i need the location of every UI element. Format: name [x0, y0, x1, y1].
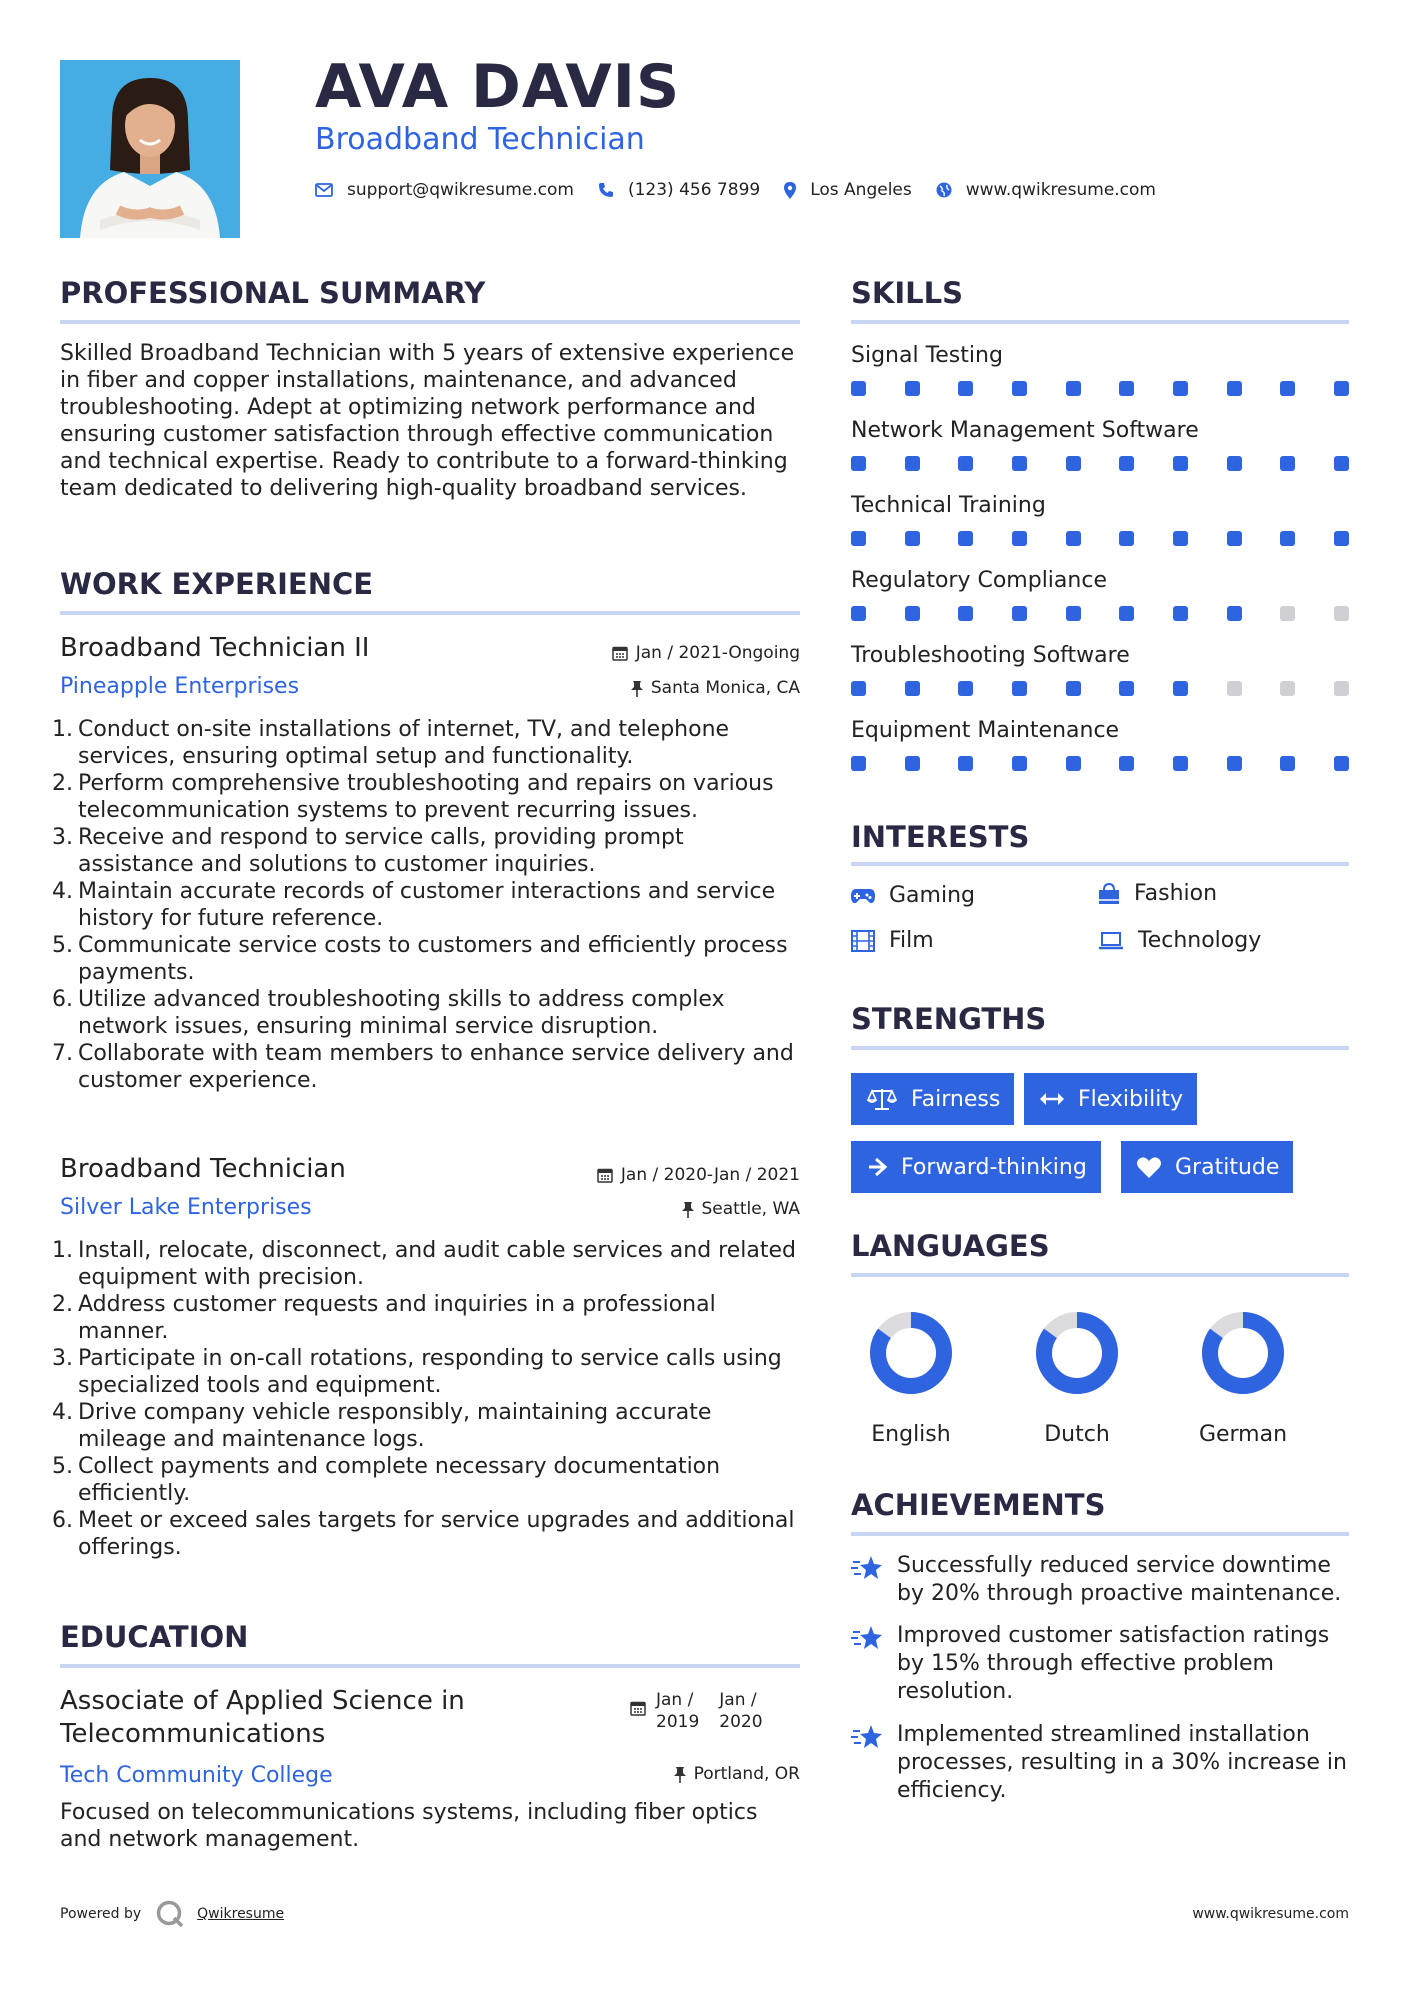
candidate-name: AVA DAVIS	[315, 52, 681, 122]
education-start-year: 2019	[656, 1712, 700, 1732]
strength-tag-fairness	[851, 1073, 1014, 1125]
pushpin-icon	[631, 680, 643, 697]
language-label: Dutch	[1044, 1422, 1110, 1447]
list-item: 5. Collect payments and complete necessary documentation efficiently.	[52, 1454, 721, 1506]
section-divider	[851, 320, 1349, 324]
section-divider	[851, 1273, 1349, 1277]
skill-name: Network Management Software	[851, 418, 1199, 443]
list-item: 5. Communicate service costs to customers and efficiently process payments.	[52, 933, 788, 985]
skill-dot-filled	[1334, 381, 1349, 396]
skill-dot-filled	[1012, 756, 1027, 771]
language-label: English	[871, 1422, 951, 1447]
list-item: 2. Perform comprehensive troubleshooting and repairs on various telecommunication systems to prevent recurring issues.	[52, 771, 774, 823]
calendar-icon	[630, 1700, 646, 1716]
skill-dot-filled	[851, 381, 866, 396]
skill-dot-filled	[958, 681, 973, 696]
skill-dot-filled	[1119, 756, 1134, 771]
strength-label: Gratitude	[1175, 1154, 1280, 1180]
skill-dot-filled	[958, 756, 973, 771]
strength-label: Forward-thinking	[901, 1154, 1087, 1180]
map-pin-icon	[784, 182, 796, 199]
envelope-icon	[315, 183, 333, 197]
school-name: Tech Community College	[60, 1763, 333, 1788]
calendar-icon	[597, 1167, 613, 1183]
pushpin-icon	[674, 1766, 686, 1783]
skill-dot-filled	[1012, 456, 1027, 471]
achievement-item	[851, 1552, 1361, 1608]
skill-dot-filled	[1227, 756, 1242, 771]
section-title-education: EDUCATION	[60, 1620, 249, 1654]
skill-dot-filled	[1012, 606, 1027, 621]
achievement-text: Successfully reduced service downtime by 20% through proactive maintenance.	[897, 1553, 1342, 1606]
section-title-summary: PROFESSIONAL SUMMARY	[60, 276, 486, 310]
skill-dot-filled	[1334, 456, 1349, 471]
section-divider	[60, 320, 800, 324]
skill-dot-filled	[1280, 756, 1295, 771]
person-portrait-icon	[60, 60, 240, 238]
brand-link[interactable]: Qwikresume	[197, 1906, 285, 1922]
company-name: Silver Lake Enterprises	[60, 1195, 312, 1220]
qwikresume-logo-icon	[155, 1899, 185, 1929]
skill-dot-filled	[1119, 456, 1134, 471]
skill-dot-filled	[851, 606, 866, 621]
contact-phone[interactable]: (123) 456 7899	[627, 180, 761, 200]
strength-tag-gratitude	[1121, 1141, 1293, 1193]
footer-url[interactable]: www.qwikresume.com	[1192, 1906, 1349, 1922]
skill-dot-filled	[958, 531, 973, 546]
skill-dot-filled	[851, 756, 866, 771]
strength-label: Fairness	[911, 1086, 1001, 1112]
language-gauge	[1198, 1308, 1288, 1398]
skill-dot-filled	[905, 531, 920, 546]
pushpin-icon	[682, 1201, 694, 1218]
section-divider	[851, 1046, 1349, 1050]
education-location-text: Portland, OR	[693, 1764, 800, 1784]
section-title-interests: INTERESTS	[851, 820, 1030, 854]
interest-label: Gaming	[889, 883, 975, 908]
skill-dot-filled	[1280, 531, 1295, 546]
job-title: Broadband Technician	[60, 1154, 346, 1184]
education-end-year: 2020	[719, 1712, 763, 1732]
company-name: Pineapple Enterprises	[60, 674, 300, 699]
language-gauge	[866, 1308, 956, 1398]
skill-dot-empty	[1280, 606, 1295, 621]
skill-dot-filled	[1012, 531, 1027, 546]
achievement-text: Improved customer satisfaction ratings by 15% through effective problem resolution.	[897, 1623, 1330, 1704]
skill-dot-filled	[958, 606, 973, 621]
skill-level-dots	[851, 681, 1349, 696]
education-end-month: Jan /	[719, 1690, 757, 1710]
strength-tag-forward-thinking	[851, 1141, 1101, 1193]
skill-name: Regulatory Compliance	[851, 568, 1107, 593]
section-title-work: WORK EXPERIENCE	[60, 567, 374, 601]
interest-label: Film	[889, 928, 934, 953]
achievement-item	[851, 1721, 1361, 1805]
education-description: Focused on telecommunications systems, including fiber optics and network management.	[60, 1800, 758, 1852]
skill-name: Troubleshooting Software	[851, 643, 1130, 668]
job-dates	[597, 1165, 800, 1185]
skill-dot-filled	[905, 606, 920, 621]
list-item: 1. Conduct on-site installations of internet, TV, and telephone services, ensuring optimal setup and functionality.	[52, 717, 730, 769]
contact-bar	[315, 180, 1180, 200]
education-dates	[630, 1689, 763, 1733]
skill-dot-empty	[1334, 606, 1349, 621]
list-item: 6. Meet or exceed sales targets for service upgrades and additional offerings.	[52, 1508, 795, 1560]
skill-dot-filled	[1119, 681, 1134, 696]
phone-icon	[598, 182, 614, 198]
skill-dot-filled	[905, 381, 920, 396]
job-dates-text: Jan / 2021-Ongoing	[635, 643, 800, 663]
section-divider	[851, 862, 1349, 866]
list-item: 3. Receive and respond to service calls, providing prompt assistance and solutions to customer inquiries.	[52, 825, 684, 877]
arrow-right-icon	[867, 1157, 887, 1177]
skill-dot-filled	[1012, 381, 1027, 396]
language-item	[1012, 1308, 1142, 1447]
star-icon	[851, 1554, 883, 1582]
list-item: 6. Utilize advanced troubleshooting skills to address complex network issues, ensuring minimal service disruption.	[52, 987, 725, 1039]
skill-level-dots	[851, 531, 1349, 546]
skill-dot-filled	[958, 381, 973, 396]
summary-text: Skilled Broadband Technician with 5 years of extensive experience in fiber and copper installations, maintenance, and advanced troubleshooting. Adept at optimizing network performance and ensuring customer satisfaction through effective communication and technical expertise. Ready to contribute to a forward-thinking team dedicated to delivering high-quality broadband services.	[60, 341, 795, 501]
skill-dot-filled	[1066, 531, 1081, 546]
job-title: Broadband Technician II	[60, 633, 370, 663]
education-location	[674, 1764, 800, 1784]
list-item: 1. Install, relocate, disconnect, and audit cable services and related equipment with precision.	[52, 1238, 796, 1290]
skill-dot-filled	[1173, 756, 1188, 771]
job-location	[682, 1199, 801, 1219]
skill-dot-filled	[1173, 531, 1188, 546]
language-gauge	[1032, 1308, 1122, 1398]
balance-scale-icon	[867, 1088, 897, 1110]
job-dates	[612, 643, 800, 663]
skill-dot-filled	[1227, 531, 1242, 546]
skill-dot-empty	[1280, 681, 1295, 696]
globe-icon	[936, 182, 952, 198]
interest-label: Technology	[1138, 928, 1262, 953]
star-icon	[851, 1624, 883, 1652]
skill-dot-filled	[1066, 681, 1081, 696]
skill-level-dots	[851, 756, 1349, 771]
star-icon	[851, 1723, 883, 1751]
skill-dot-empty	[1334, 681, 1349, 696]
list-item: 2. Address customer requests and inquiries in a professional manner.	[52, 1292, 716, 1344]
interest-item-film	[851, 928, 934, 953]
profile-photo	[60, 60, 240, 238]
education-start-month: Jan /	[656, 1690, 694, 1710]
strength-tag-flexibility	[1024, 1073, 1197, 1125]
section-title-achievements: ACHIEVEMENTS	[851, 1488, 1106, 1522]
arrows-horizontal-icon	[1040, 1092, 1064, 1106]
skill-dot-filled	[905, 456, 920, 471]
skill-dot-filled	[1119, 531, 1134, 546]
skill-dot-filled	[1173, 606, 1188, 621]
skill-dot-filled	[958, 456, 973, 471]
duty-list	[52, 1237, 797, 1561]
skill-dot-filled	[1119, 606, 1134, 621]
list-item: 7. Collaborate with team members to enhance service delivery and customer experience.	[52, 1041, 794, 1093]
interest-item-gaming	[851, 883, 975, 908]
laptop-icon	[1098, 931, 1124, 951]
skill-level-dots	[851, 606, 1349, 621]
skill-dot-filled	[1280, 381, 1295, 396]
skill-dot-filled	[1280, 456, 1295, 471]
skill-dot-filled	[1227, 456, 1242, 471]
skill-dot-filled	[1227, 381, 1242, 396]
list-item: 4. Drive company vehicle responsibly, maintaining accurate mileage and maintenance logs.	[52, 1400, 712, 1452]
calendar-icon	[612, 645, 628, 661]
skill-dot-filled	[1173, 381, 1188, 396]
skill-name: Equipment Maintenance	[851, 718, 1120, 743]
job-location-text: Santa Monica, CA	[650, 678, 800, 698]
skill-dot-filled	[1334, 531, 1349, 546]
language-label: German	[1198, 1422, 1288, 1447]
interest-item-fashion	[1098, 881, 1217, 906]
degree-title-line2: Telecommunications	[60, 1719, 326, 1749]
section-divider	[60, 1664, 800, 1668]
strength-label: Flexibility	[1078, 1086, 1183, 1112]
section-title-strengths: STRENGTHS	[851, 1002, 1047, 1036]
skill-dot-filled	[851, 531, 866, 546]
skill-level-dots	[851, 381, 1349, 396]
skill-dot-filled	[1334, 756, 1349, 771]
job-location	[631, 678, 800, 698]
list-item: 4. Maintain accurate records of customer interactions and service history for future reference.	[52, 879, 776, 931]
skill-dot-filled	[851, 456, 866, 471]
skill-dot-filled	[851, 681, 866, 696]
language-item	[1178, 1308, 1308, 1447]
section-divider	[851, 1532, 1349, 1536]
candidate-title: Broadband Technician	[315, 122, 645, 157]
contact-location: Los Angeles	[810, 180, 912, 200]
section-title-languages: LANGUAGES	[851, 1229, 1050, 1263]
language-item	[846, 1308, 976, 1447]
contact-email[interactable]: support@qwikresume.com	[347, 180, 574, 200]
section-divider	[60, 611, 800, 615]
skill-dot-filled	[1066, 381, 1081, 396]
footer-powered-by	[60, 1899, 284, 1929]
skill-name: Technical Training	[851, 493, 1046, 518]
job-location-text: Seattle, WA	[701, 1199, 800, 1219]
skill-level-dots	[851, 456, 1349, 471]
shopping-bag-icon	[1098, 883, 1120, 905]
job-dates-text: Jan / 2020-Jan / 2021	[620, 1165, 800, 1185]
gamepad-icon	[851, 888, 875, 904]
powered-by-label: Powered by	[60, 1906, 142, 1922]
contact-website[interactable]: www.qwikresume.com	[965, 180, 1156, 200]
film-icon	[851, 930, 875, 952]
skill-name: Signal Testing	[851, 343, 1003, 368]
skill-dot-empty	[1227, 681, 1242, 696]
skill-dot-filled	[1227, 606, 1242, 621]
interest-label: Fashion	[1134, 881, 1218, 906]
interest-item-technology	[1098, 928, 1261, 953]
skill-dot-filled	[1066, 606, 1081, 621]
list-item: 3. Participate in on-call rotations, responding to service calls using specialized tools and equipment.	[52, 1346, 782, 1398]
degree-title-line1: Associate of Applied Science in	[60, 1686, 465, 1716]
skill-dot-filled	[1119, 381, 1134, 396]
skill-dot-filled	[1066, 456, 1081, 471]
skill-dot-filled	[1173, 681, 1188, 696]
section-title-skills: SKILLS	[851, 276, 963, 310]
skill-dot-filled	[905, 681, 920, 696]
skill-dot-filled	[905, 756, 920, 771]
achievement-text: Implemented streamlined installation processes, resulting in a 30% increase in efficiency.	[897, 1722, 1347, 1803]
heart-icon	[1137, 1157, 1161, 1178]
achievement-item	[851, 1622, 1361, 1706]
skill-dot-filled	[1066, 756, 1081, 771]
skill-dot-filled	[1173, 456, 1188, 471]
duty-list	[52, 716, 797, 1094]
skill-dot-filled	[1012, 681, 1027, 696]
